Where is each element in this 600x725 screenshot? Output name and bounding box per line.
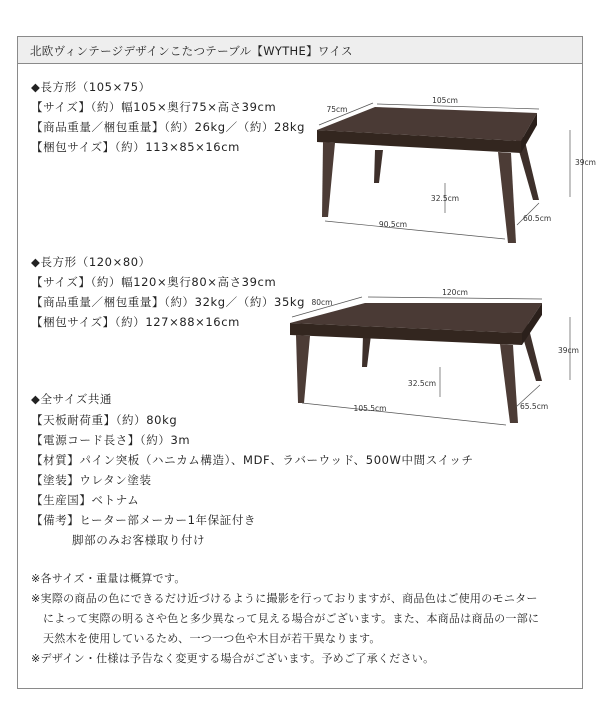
note-color-2: によって実際の明るさや色と多少異なって見える場合がございます。また、本商品は商品の一部に — [43, 612, 540, 625]
common-origin: 【生産国】ベトナム — [31, 493, 140, 507]
note-design-change: ※デザイン・仕様は予告なく変更する場合がございます。予めご了承ください。 — [31, 652, 435, 665]
leg-front-right — [500, 344, 518, 423]
common-load: 【天板耐荷重】（約）80kg — [31, 413, 178, 427]
dim-legspan-105: 60.5cm — [523, 214, 552, 223]
table-diagram-105 — [295, 95, 596, 245]
section1-weight: 【商品重量／梱包重量】（約）26kg／（約）28kg — [31, 120, 306, 134]
dim-under-105: 32.5cm — [430, 194, 460, 203]
dim-height-105: 39cm — [575, 158, 596, 167]
table-diagram-120 — [280, 285, 585, 430]
dim-legspan-120: 65.5cm — [520, 402, 549, 411]
leg-back-left — [374, 150, 383, 183]
note-approx: ※各サイズ・重量は概算です。 — [31, 572, 186, 585]
dim-under-120: 32.5cm — [407, 379, 437, 388]
common-finish: 【塗装】ウレタン塗装 — [31, 473, 152, 487]
leg-front-left — [296, 335, 310, 403]
leg-front-right — [498, 152, 516, 243]
dim-inner-105: 90.5cm — [378, 220, 408, 229]
note-color-1: ※実際の商品の色にできるだけ近づけるように撮影を行っておりますが、商品色はご使用のモニター — [31, 592, 538, 605]
dim-depth-105: 75cm — [326, 105, 348, 114]
dim-depth-120: 80cm — [311, 298, 333, 307]
section2-weight: 【商品重量／梱包重量】（約）32kg／（約）35kg — [31, 295, 306, 309]
common-remarks-cont: 脚部のみお客様取り付け — [72, 533, 206, 547]
dim-width-105: 105cm — [432, 96, 458, 105]
common-cord: 【電源コード長さ】（約）3m — [31, 433, 191, 447]
section2-size: 【サイズ】（約）幅120×奥行80×高さ39cm — [31, 275, 277, 289]
section2-package: 【梱包サイズ】（約）127×88×16cm — [31, 315, 240, 329]
section1-size: 【サイズ】（約）幅105×奥行75×高さ39cm — [31, 100, 277, 114]
leg-front-left — [322, 142, 335, 217]
section1-package: 【梱包サイズ】（約）113×85×16cm — [31, 140, 240, 154]
dim-width-120: 120cm — [442, 288, 468, 297]
dim-height-120: 39cm — [558, 346, 579, 355]
dim-inner-120: 105.5cm — [353, 404, 387, 413]
common-material: 【材質】パイン突板（ハニカム構造）、MDF、ラバーウッド、500W中間スイッチ — [31, 453, 474, 467]
section2-heading: ◆長方形（120×80） — [31, 255, 151, 269]
note-color-3: 天然木を使用しているため、一つ一つ色や木目が若干異なります。 — [43, 632, 381, 645]
common-remarks: 【備考】ヒーター部メーカー1年保証付き — [31, 513, 257, 527]
page-title: 北欧ヴィンテージデザインこたつテーブル【WYTHE】ワイス — [30, 44, 353, 58]
common-heading: ◆全サイズ共通 — [31, 392, 113, 406]
leg-back-left — [362, 335, 371, 367]
section1-heading: ◆長方形（105×75） — [31, 80, 151, 94]
title-bar — [17, 36, 583, 64]
